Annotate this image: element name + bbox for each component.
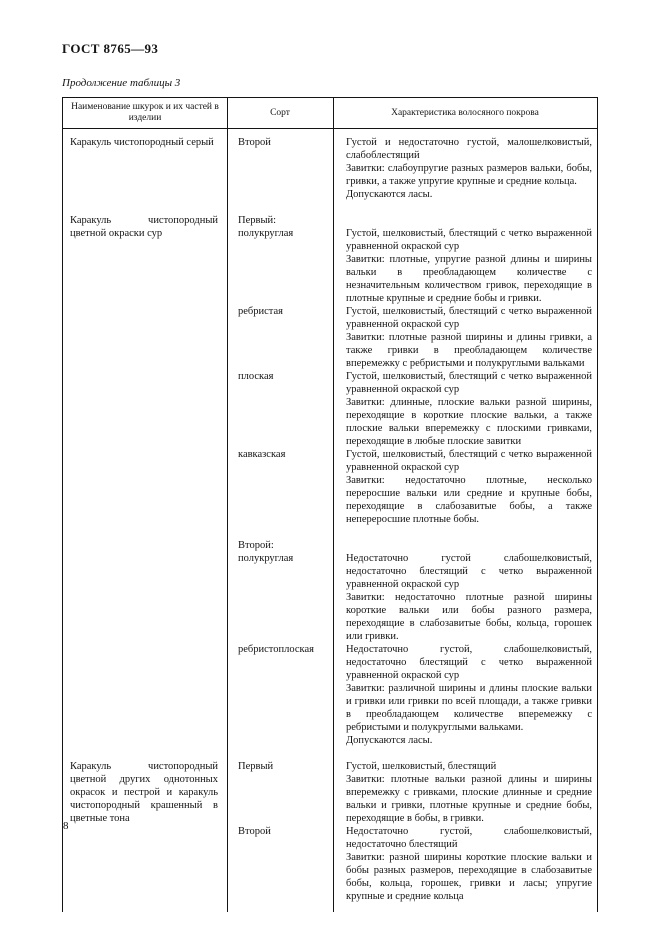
sort-label: Первый (238, 761, 274, 772)
sort-cell (227, 305, 334, 370)
page-number: 8 (63, 820, 69, 832)
characteristic-paragraph: Густой, шелковистый, блестящий с четко выраженной уравненной окраской сур (346, 449, 592, 473)
characteristic-paragraph: Густой, шелковистый, блестящий с четко выраженной уравненной окраской сур (346, 228, 592, 252)
sort-label: Второй: (238, 540, 274, 551)
sort-label: ребристая (238, 306, 283, 317)
sort-cell (227, 136, 334, 201)
row-entries (227, 136, 597, 201)
column-divider (227, 98, 228, 912)
characteristic-paragraph: Густой и недостаточно густой, малошелковистый, слабоблестящий (346, 137, 592, 161)
characteristic-paragraph: Густой, шелковистый, блестящий с четко выраженной уравненной окраской сур (346, 306, 592, 330)
characteristic-paragraph: Густой, шелковистый, блестящий с четко выраженной уравненной окраской сур (346, 371, 592, 395)
sort-cell (227, 760, 334, 825)
characteristic-paragraph: Завитки: недостаточно плотные разной ширины короткие вальки или бобы разного размера, переходящие в слабозавитые бобы, кольца, горошек или гривки. (346, 592, 592, 642)
sort-label: полукруглая (238, 553, 294, 564)
skin-name-cell: Каракуль чистопородный цветной других однотонных окрасок и пестрой и каракуль чистопородный крашенный в цветные тона (70, 761, 218, 824)
sort-label: Первый: (238, 215, 277, 226)
characteristic-paragraph: Завитки: плотные, упругие разной длины и ширины вальки в преобладающем количестве с незначительным количеством гривок, переходящие в плотные крупные и средние бобы и гривки. (346, 254, 592, 304)
sort-label: Второй (238, 137, 271, 148)
header-characteristic-column: Характеристика волосяного покрова (391, 107, 539, 118)
sort-entry (227, 539, 597, 643)
characteristic-cell (334, 448, 597, 526)
sort-entry (227, 825, 597, 903)
table-body (63, 129, 597, 912)
table-row (63, 760, 597, 903)
skins-table (62, 97, 598, 912)
characteristic-cell (334, 370, 597, 448)
characteristic-paragraph: Густой, шелковистый, блестящий (346, 761, 497, 772)
characteristic-paragraph: Недостаточно густой, слабошелковистый, недостаточно блестящий с четко выраженной уравненной окраской сур (346, 644, 592, 681)
characteristic-paragraph: Завитки: плотные разной ширины и длины гривки, а также гривки в преобладающем количестве вперемежку с ребристыми и полукруглыми вальками (346, 332, 592, 369)
sort-cell (227, 643, 334, 747)
characteristic-cell (334, 825, 597, 903)
characteristic-paragraph: Завитки: длинные, плоские вальки разной ширины, переходящие в короткие плоские вальки, а также плоские вальки вперемежку с плоскими гривками, переходящие в любые плоские завитки (346, 397, 592, 447)
sort-entry (227, 214, 597, 305)
sort-label: ребристоплоская (238, 644, 314, 655)
characteristic-paragraph: Недостаточно густой слабошелковистый, недостаточно блестящий с четко выраженной уравненной окраской сур (346, 553, 592, 590)
sort-cell (227, 214, 334, 305)
table-row (63, 214, 597, 747)
characteristic-paragraph: Допускаются ласы. (346, 735, 433, 746)
characteristic-cell (334, 214, 597, 305)
characteristic-paragraph: Недостаточно густой, слабошелковистый, недостаточно блестящий (346, 826, 592, 850)
sort-entry (227, 448, 597, 526)
sort-entry (227, 370, 597, 448)
characteristic-paragraph: Завитки: различной ширины и длины плоские вальки и гривки или гривки по всей площади, а также гривки в преобладающем количестве вперемежку с ребристыми и полукруглыми вальками. (346, 683, 592, 733)
sort-label: полукруглая (238, 228, 294, 239)
characteristic-paragraph: Допускаются ласы. (346, 189, 433, 200)
sort-label: Второй (238, 826, 271, 837)
sort-entry (227, 643, 597, 747)
sort-cell (227, 539, 334, 643)
sort-entry (227, 136, 597, 201)
sort-entry (227, 760, 597, 825)
characteristic-paragraph: Завитки: слабоупругие разных размеров вальки, бобы, гривки, а также упругие крупные и средние кольца. (346, 163, 592, 187)
characteristic-paragraph: Завитки: недостаточно плотные, несколько переросшие вальки или средние и крупные бобы, переходящие в слабозавитые бобы, а также непереросшие плотные бобы. (346, 475, 592, 525)
column-divider (333, 98, 334, 912)
characteristic-cell (334, 539, 597, 643)
sort-label: кавказская (238, 449, 286, 460)
characteristic-paragraph: Завитки: плотные вальки разной длины и ширины вперемежку с гривками, плоские длинные и средние вальки и гривки, плотные крупные и средние бобы, переходящие в бобы, в гривки. (346, 774, 592, 824)
row-entries (227, 214, 597, 747)
characteristic-cell (334, 136, 597, 201)
header-name-column: Наименование шкурок и их частей в изделии (71, 102, 219, 123)
table-caption: Продолжение таблицы 3 (62, 77, 181, 89)
skin-name-cell: Каракуль чистопородный серый (70, 137, 214, 148)
sort-cell (227, 448, 334, 526)
sort-entry (227, 305, 597, 370)
doc-number: ГОСТ 8765—93 (62, 41, 159, 56)
characteristic-cell (334, 760, 597, 825)
sort-cell (227, 370, 334, 448)
characteristic-cell (334, 643, 597, 747)
table-header-row (63, 98, 597, 129)
row-entries (227, 760, 597, 903)
table-row (63, 136, 597, 201)
characteristic-cell (334, 305, 597, 370)
header-sort-column: Сорт (270, 107, 290, 118)
sort-cell (227, 825, 334, 903)
skin-name-cell: Каракуль чистопородный цветной окраски сур (70, 215, 218, 239)
sort-label: плоская (238, 371, 274, 382)
characteristic-paragraph: Завитки: разной ширины короткие плоские вальки и бобы разных размеров, переходящие в слабозавитые бобы, кольца, горошек, гривки и ласы; упругие крупные и средние кольца (346, 852, 592, 902)
